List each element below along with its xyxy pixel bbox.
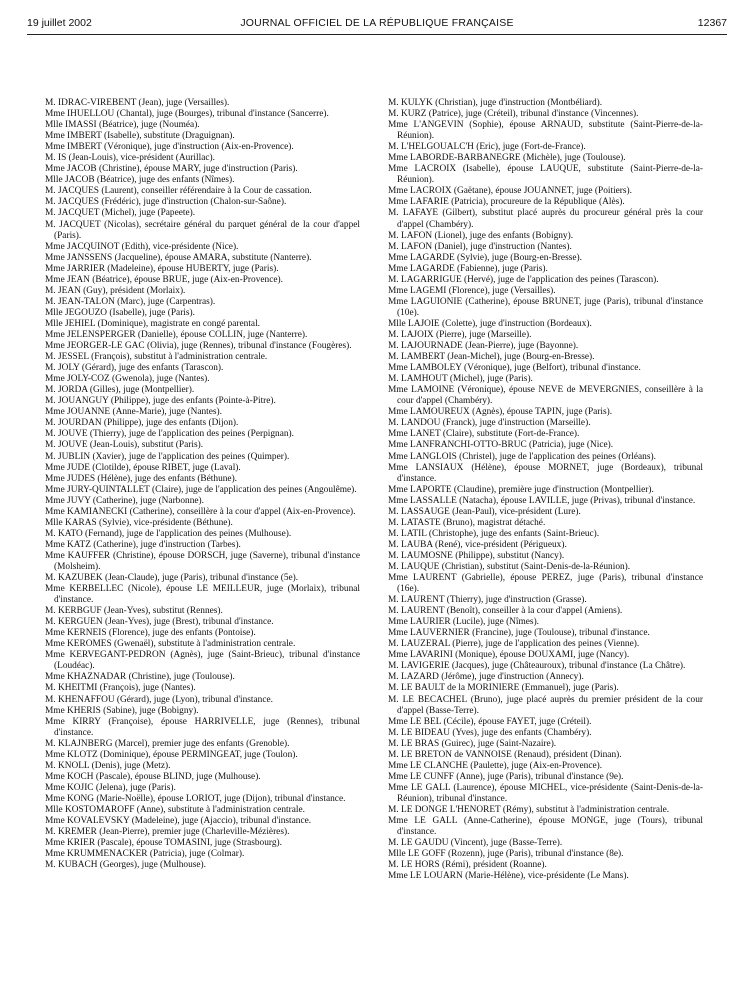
list-item: M. LE GAUDU (Vincent), juge (Basse-Terre). — [388, 838, 563, 849]
list-item: M. LASSAUGE (Jean-Paul), vice-président (Lure). — [388, 506, 581, 517]
list-item: Mme LANFRANCHI-OTTO-BRUC (Patricia), juge (Nice). — [388, 440, 614, 451]
header-rule — [27, 34, 727, 35]
list-item: Mme KRIER (Pascale), épouse TOMASINI, juge (Strasbourg). — [45, 838, 282, 849]
list-item: Mlle JEHIEL (Dominique), magistrate en congé parental. — [45, 318, 261, 329]
list-item: Mme LE GALL (Laurence), épouse MICHEL, vice-présidente (Saint-Denis-de-la-Réunion), tribunal d'instance. — [388, 782, 703, 804]
list-item: M. JEAN (Guy), président (Morlaix). — [45, 285, 186, 296]
list-item: Mme LE BEL (Cécile), épouse FAYET, juge (Créteil). — [388, 716, 592, 727]
list-item: M. LAJOIX (Pierre), juge (Marseille). — [388, 329, 532, 340]
list-item: Mme LE LOUARN (Marie-Hélène), vice-présidente (Le Mans). — [388, 871, 629, 882]
list-item: M. JESSEL (François), substitut à l'administration centrale. — [45, 352, 268, 363]
list-item: M. LE BAULT de la MORINIERE (Emmanuel), juge (Paris). — [388, 683, 619, 694]
list-item: Mme JEORGER-LE GAC (Olivia), juge (Rennes), tribunal d'instance (Fougères). — [45, 341, 352, 352]
list-item: M. LAFAYE (Gilbert), substitut placé auprès du procureur général près la cour d'appel (Chambéry). — [388, 208, 703, 230]
list-item: M. JUBLIN (Xavier), juge de l'application des peines (Quimper). — [45, 451, 290, 462]
list-item: M. LANDOU (Franck), juge d'instruction (Marseille). — [388, 418, 591, 429]
list-item: M. LAMHOUT (Michel), juge (Paris). — [388, 374, 533, 385]
list-item: Mme KLOTZ (Dominique), épouse PERMINGEAT, juge (Toulon). — [45, 749, 298, 760]
page-header — [27, 17, 727, 35]
list-item: Mme LAGEMI (Florence), juge (Versailles). — [388, 285, 556, 296]
list-item: Mlle IMASSI (Béatrice), juge (Nouméa). — [45, 120, 200, 131]
list-item: Mme KOJIC (Jelena), juge (Paris). — [45, 782, 176, 793]
list-item: M. KUBACH (Georges), juge (Mulhouse). — [45, 860, 206, 871]
list-item: Mme IHUELLOU (Chantal), juge (Bourges), tribunal d'instance (Sancerre). — [45, 109, 329, 120]
list-item: M. LAFON (Daniel), juge d'instruction (Nantes). — [388, 241, 572, 252]
list-item: Mlle LAJOIE (Colette), juge d'instruction (Bordeaux). — [388, 318, 592, 329]
list-item: Mme KAMIANECKI (Catherine), conseillère à la cour d'appel (Aix-en-Provence). — [45, 506, 356, 517]
list-item: M. JOLY (Gérard), juge des enfants (Tarascon). — [45, 363, 224, 374]
list-item: Mme LANET (Claire), substitute (Fort-de-France). — [388, 429, 580, 440]
list-item: M. JOUVE (Jean-Louis), substitut (Paris). — [45, 440, 204, 451]
list-item: M. KHEITMI (François), juge (Nantes). — [45, 683, 196, 694]
list-item: Mme LANSIAUX (Hélène), épouse MORNET, juge (Bordeaux), tribunal d'instance. — [388, 462, 703, 484]
list-item: M. LAUMOSNE (Philippe), substitut (Nancy). — [388, 550, 565, 561]
list-item: Mme LE CLANCHE (Paulette), juge (Aix-en-Provence). — [388, 760, 603, 771]
list-item: M. LE BIDEAU (Yves), juge des enfants (Chambéry). — [388, 727, 592, 738]
list-item: M. LE HORS (Rémi), président (Roanne). — [388, 860, 547, 871]
list-item: Mme LAURIER (Lucile), juge (Nîmes). — [388, 617, 540, 628]
list-item: Mme KONG (Marie-Noëlle), épouse LORIOT, juge (Dijon), tribunal d'instance. — [45, 793, 346, 804]
list-item: Mme KERVEGANT-PEDRON (Agnès), juge (Saint-Brieuc), tribunal d'instance (Loudéac). — [45, 650, 360, 672]
list-item: Mme JOLY-COZ (Gwenola), juge (Nantes). — [45, 374, 210, 385]
list-item: Mme LAFARIE (Patricia), procureure de la République (Alès). — [388, 197, 625, 208]
list-item: M. KNOLL (Denis), juge (Metz). — [45, 760, 171, 771]
list-item: Mme LABORDE-BARBANEGRE (Michèle), juge (Toulouse). — [388, 153, 626, 164]
list-item: Mme KEROMES (Gwenaël), substitute à l'administration centrale. — [45, 639, 296, 650]
list-item: Mme LASSALLE (Natacha), épouse LAVILLE, juge (Privas), tribunal d'instance. — [388, 495, 696, 506]
list-item: Mme KRUMMENACKER (Patricia), juge (Colmar). — [45, 849, 245, 860]
list-item: M. LAURENT (Benoît), conseiller à la cour d'appel (Amiens). — [388, 606, 623, 617]
list-item: M. JOUVE (Thierry), juge de l'application des peines (Perpignan). — [45, 429, 294, 440]
list-item: M. KREMER (Jean-Pierre), premier juge (Charleville-Mézières). — [45, 827, 290, 838]
list-item: M. L'HELGOUALC'H (Eric), juge (Fort-de-France). — [388, 142, 586, 153]
list-item: M. LAFON (Lionel), juge des enfants (Bobigny). — [388, 230, 574, 241]
list-item: Mme KIRRY (Françoise), épouse HARRIVELLE, juge (Rennes), tribunal d'instance. — [45, 716, 360, 738]
list-item: M. LATASTE (Bruno), magistrat détaché. — [388, 517, 546, 528]
list-item: Mme LANGLOIS (Christel), juge de l'application des peines (Orléans). — [388, 451, 656, 462]
list-item: M. LAUBA (René), vice-président (Périgueux). — [388, 539, 567, 550]
list-item: M. JACQUET (Nicolas), secrétaire général du parquet général de la cour d'appel (Paris). — [45, 219, 360, 241]
list-item: Mme JACQUINOT (Edith), vice-présidente (Nice). — [45, 241, 239, 252]
list-item: Mme JOUANNE (Anne-Marie), juge (Nantes). — [45, 407, 222, 418]
list-item: Mme KOVALEVSKY (Madeleine), juge (Ajaccio), tribunal d'instance. — [45, 816, 312, 827]
list-item: M. LE BECACHEL (Bruno), juge placé auprès du premier président de la cour d'appel (Basse-Terre). — [388, 694, 703, 716]
list-item: M. JACQUES (Laurent), conseiller référendaire à la Cour de cassation. — [45, 186, 312, 197]
list-item: Mme KHERIS (Sabine), juge (Bobigny). — [45, 705, 199, 716]
list-item: M. KAZUBEK (Jean-Claude), juge (Paris), tribunal d'instance (5e). — [45, 573, 299, 584]
list-item: Mme LAGUIONIE (Catherine), épouse BRUNET, juge (Paris), tribunal d'instance (10e). — [388, 296, 703, 318]
list-item: Mme KOCH (Pascale), épouse BLIND, juge (Mulhouse). — [45, 771, 261, 782]
header-page-number: 12367 — [697, 17, 727, 29]
list-item: M. LE BRETON de VANNOISE (Renaud), président (Dinan). — [388, 749, 622, 760]
list-item: Mme KHAZNADAR (Christine), juge (Toulouse). — [45, 672, 235, 683]
list-item: Mme LAMOUREUX (Agnès), épouse TAPIN, juge (Paris). — [388, 407, 613, 418]
list-item: M. KLAJNBERG (Marcel), premier juge des enfants (Grenoble). — [45, 738, 290, 749]
list-item: Mlle LE GOFF (Rozenn), juge (Paris), tribunal d'instance (8e). — [388, 849, 624, 860]
list-item: M. LAUQUE (Christian), substitut (Saint-Denis-de-la-Réunion). — [388, 561, 631, 572]
list-item: Mme L'ANGEVIN (Sophie), épouse ARNAUD, substitute (Saint-Pierre-de-la-Réunion). — [388, 120, 703, 142]
list-item: Mme LAMBOLEY (Véronique), juge (Belfort), tribunal d'instance. — [388, 363, 641, 374]
list-item: Mlle JEGOUZO (Isabelle), juge (Paris). — [45, 307, 195, 318]
list-item: Mme JANSSENS (Jacqueline), épouse AMARA, substitute (Nanterre). — [45, 252, 312, 263]
list-item: Mme IMBERT (Isabelle), substitute (Draguignan). — [45, 131, 235, 142]
right-column — [388, 98, 703, 882]
list-item: M. KHENAFFOU (Gérard), juge (Lyon), tribunal d'instance. — [45, 694, 273, 705]
list-item: M. LAGARRIGUE (Hervé), juge de l'application des peines (Tarascon). — [388, 274, 659, 285]
list-item: Mme JUVY (Catherine), juge (Narbonne). — [45, 495, 204, 506]
list-item: Mme KAUFFER (Christine), épouse DORSCH, juge (Saverne), tribunal d'instance (Molsheim). — [45, 550, 360, 572]
list-item: Mme LAGARDE (Fabienne), juge (Paris). — [388, 263, 548, 274]
list-item: Mlle JACOB (Béatrice), juge des enfants (Nîmes). — [45, 175, 235, 186]
list-item: M. LATIL (Christophe), juge des enfants (Saint-Brieuc). — [388, 528, 600, 539]
list-item: M. LAVIGERIE (Jacques), juge (Châteauroux), tribunal d'instance (La Châtre). — [388, 661, 686, 672]
list-item: M. JACQUET (Michel), juge (Papeete). — [45, 208, 196, 219]
list-item: M. JACQUES (Frédéric), juge d'instruction (Chalon-sur-Saône). — [45, 197, 287, 208]
list-item: Mme LAPORTE (Claudine), première juge d'instruction (Montpellier). — [388, 484, 654, 495]
list-item: M. IS (Jean-Louis), vice-président (Aurillac). — [45, 153, 215, 164]
list-item: Mme JACOB (Christine), épouse MARY, juge d'instruction (Paris). — [45, 164, 298, 175]
list-item: Mme LE GALL (Anne-Catherine), épouse MONGE, juge (Tours), tribunal d'instance. — [388, 816, 703, 838]
list-item: M. LE BRAS (Guirec), juge (Saint-Nazaire). — [388, 738, 557, 749]
list-item: Mme LAGARDE (Sylvie), juge (Bourg-en-Bresse). — [388, 252, 582, 263]
left-column — [45, 98, 360, 871]
list-item: Mme KATZ (Catherine), juge d'instruction (Tarbes). — [45, 539, 241, 550]
list-item: Mme LAVARINI (Monique), épouse DOUXAMI, juge (Nancy). — [388, 650, 630, 661]
list-item: M. LAJOURNADE (Jean-Pierre), juge (Bayonne). — [388, 341, 579, 352]
list-item: M. KERGUEN (Jean-Yves), juge (Brest), tribunal d'instance. — [45, 617, 274, 628]
list-item: Mme LE CUNFF (Anne), juge (Paris), tribunal d'instance (9e). — [388, 771, 624, 782]
list-item: Mme JELENSPERGER (Danielle), épouse COLLIN, juge (Nanterre). — [45, 329, 308, 340]
list-item: M. LE DONGE L'HENORET (Rémy), substitut à l'administration centrale. — [388, 805, 670, 815]
list-item: Mme LAUVERNIER (Francine), juge (Toulouse), tribunal d'instance. — [388, 628, 650, 639]
list-item: Mme JUDES (Hélène), juge des enfants (Béthune). — [45, 473, 238, 484]
list-item: Mme JURY-QUINTALLET (Claire), juge de l'application des peines (Angoulême). — [45, 484, 357, 495]
list-item: Mme KERNEIS (Florence), juge des enfants (Pontoise). — [45, 628, 256, 639]
list-item: Mme IMBERT (Véronique), juge d'instruction (Aix-en-Provence). — [45, 142, 294, 153]
list-item: Mme LACROIX (Isabelle), épouse LAUQUE, substitute (Saint-Pierre-de-la-Réunion). — [388, 164, 703, 186]
list-item: M. LAUZERAL (Pierre), juge de l'application des peines (Vienne). — [388, 639, 640, 650]
list-item: Mme JARRIER (Madeleine), épouse HUBERTY, juge (Paris). — [45, 263, 279, 274]
list-item: M. KERBGUF (Jean-Yves), substitut (Rennes). — [45, 606, 223, 617]
list-item: Mme LAURENT (Gabrielle), épouse PEREZ, juge (Paris), tribunal d'instance (16e). — [388, 573, 703, 595]
list-item: M. KURZ (Patrice), juge (Créteil), tribunal d'instance (Vincennes). — [388, 109, 639, 120]
header-date: 19 juillet 2002 — [27, 17, 92, 29]
list-item: M. LAZARD (Jérôme), juge d'instruction (Annecy). — [388, 672, 584, 683]
list-item: M. JEAN-TALON (Marc), juge (Carpentras). — [45, 296, 216, 307]
list-item: M. KATO (Fernand), juge de l'application des peines (Mulhouse). — [45, 528, 292, 539]
list-item: M. JORDA (Gilles), juge (Montpellier). — [45, 385, 195, 396]
list-item: M. LAURENT (Thierry), juge d'instruction (Grasse). — [388, 595, 587, 606]
header-title: JOURNAL OFFICIEL DE LA RÉPUBLIQUE FRANÇAISE — [240, 17, 514, 29]
list-item: M. JOUANGUY (Philippe), juge des enfants (Pointe-à-Pitre). — [45, 396, 276, 407]
list-item: M. JOURDAN (Philippe), juge des enfants (Dijon). — [45, 418, 239, 429]
list-item: Mme JEAN (Béatrice), épouse BRUE, juge (Aix-en-Provence). — [45, 274, 283, 285]
list-item: Mme LAMOINE (Véronique), épouse NEVE de MEVERGNIES, conseillère à la cour d'appel (Chambéry). — [388, 385, 703, 407]
list-item: M. IDRAC-VIREBENT (Jean), juge (Versailles). — [45, 98, 230, 108]
list-item: M. LAMBERT (Jean-Michel), juge (Bourg-en-Bresse). — [388, 352, 595, 363]
list-item: Mme JUDE (Clotilde), épouse RIBET, juge (Laval). — [45, 462, 241, 473]
list-item: Mme KERBELLEC (Nicole), épouse LE MEILLEUR, juge (Morlaix), tribunal d'instance. — [45, 584, 360, 606]
list-item: Mlle KARAS (Sylvie), vice-présidente (Béthune). — [45, 517, 233, 528]
list-item: Mlle KOSTOMAROFF (Anne), substitute à l'administration centrale. — [45, 805, 305, 815]
list-item: M. KULYK (Christian), juge d'instruction (Montbéliard). — [388, 98, 603, 108]
list-item: Mme LACROIX (Gaëtane), épouse JOUANNET, juge (Poitiers). — [388, 186, 633, 197]
